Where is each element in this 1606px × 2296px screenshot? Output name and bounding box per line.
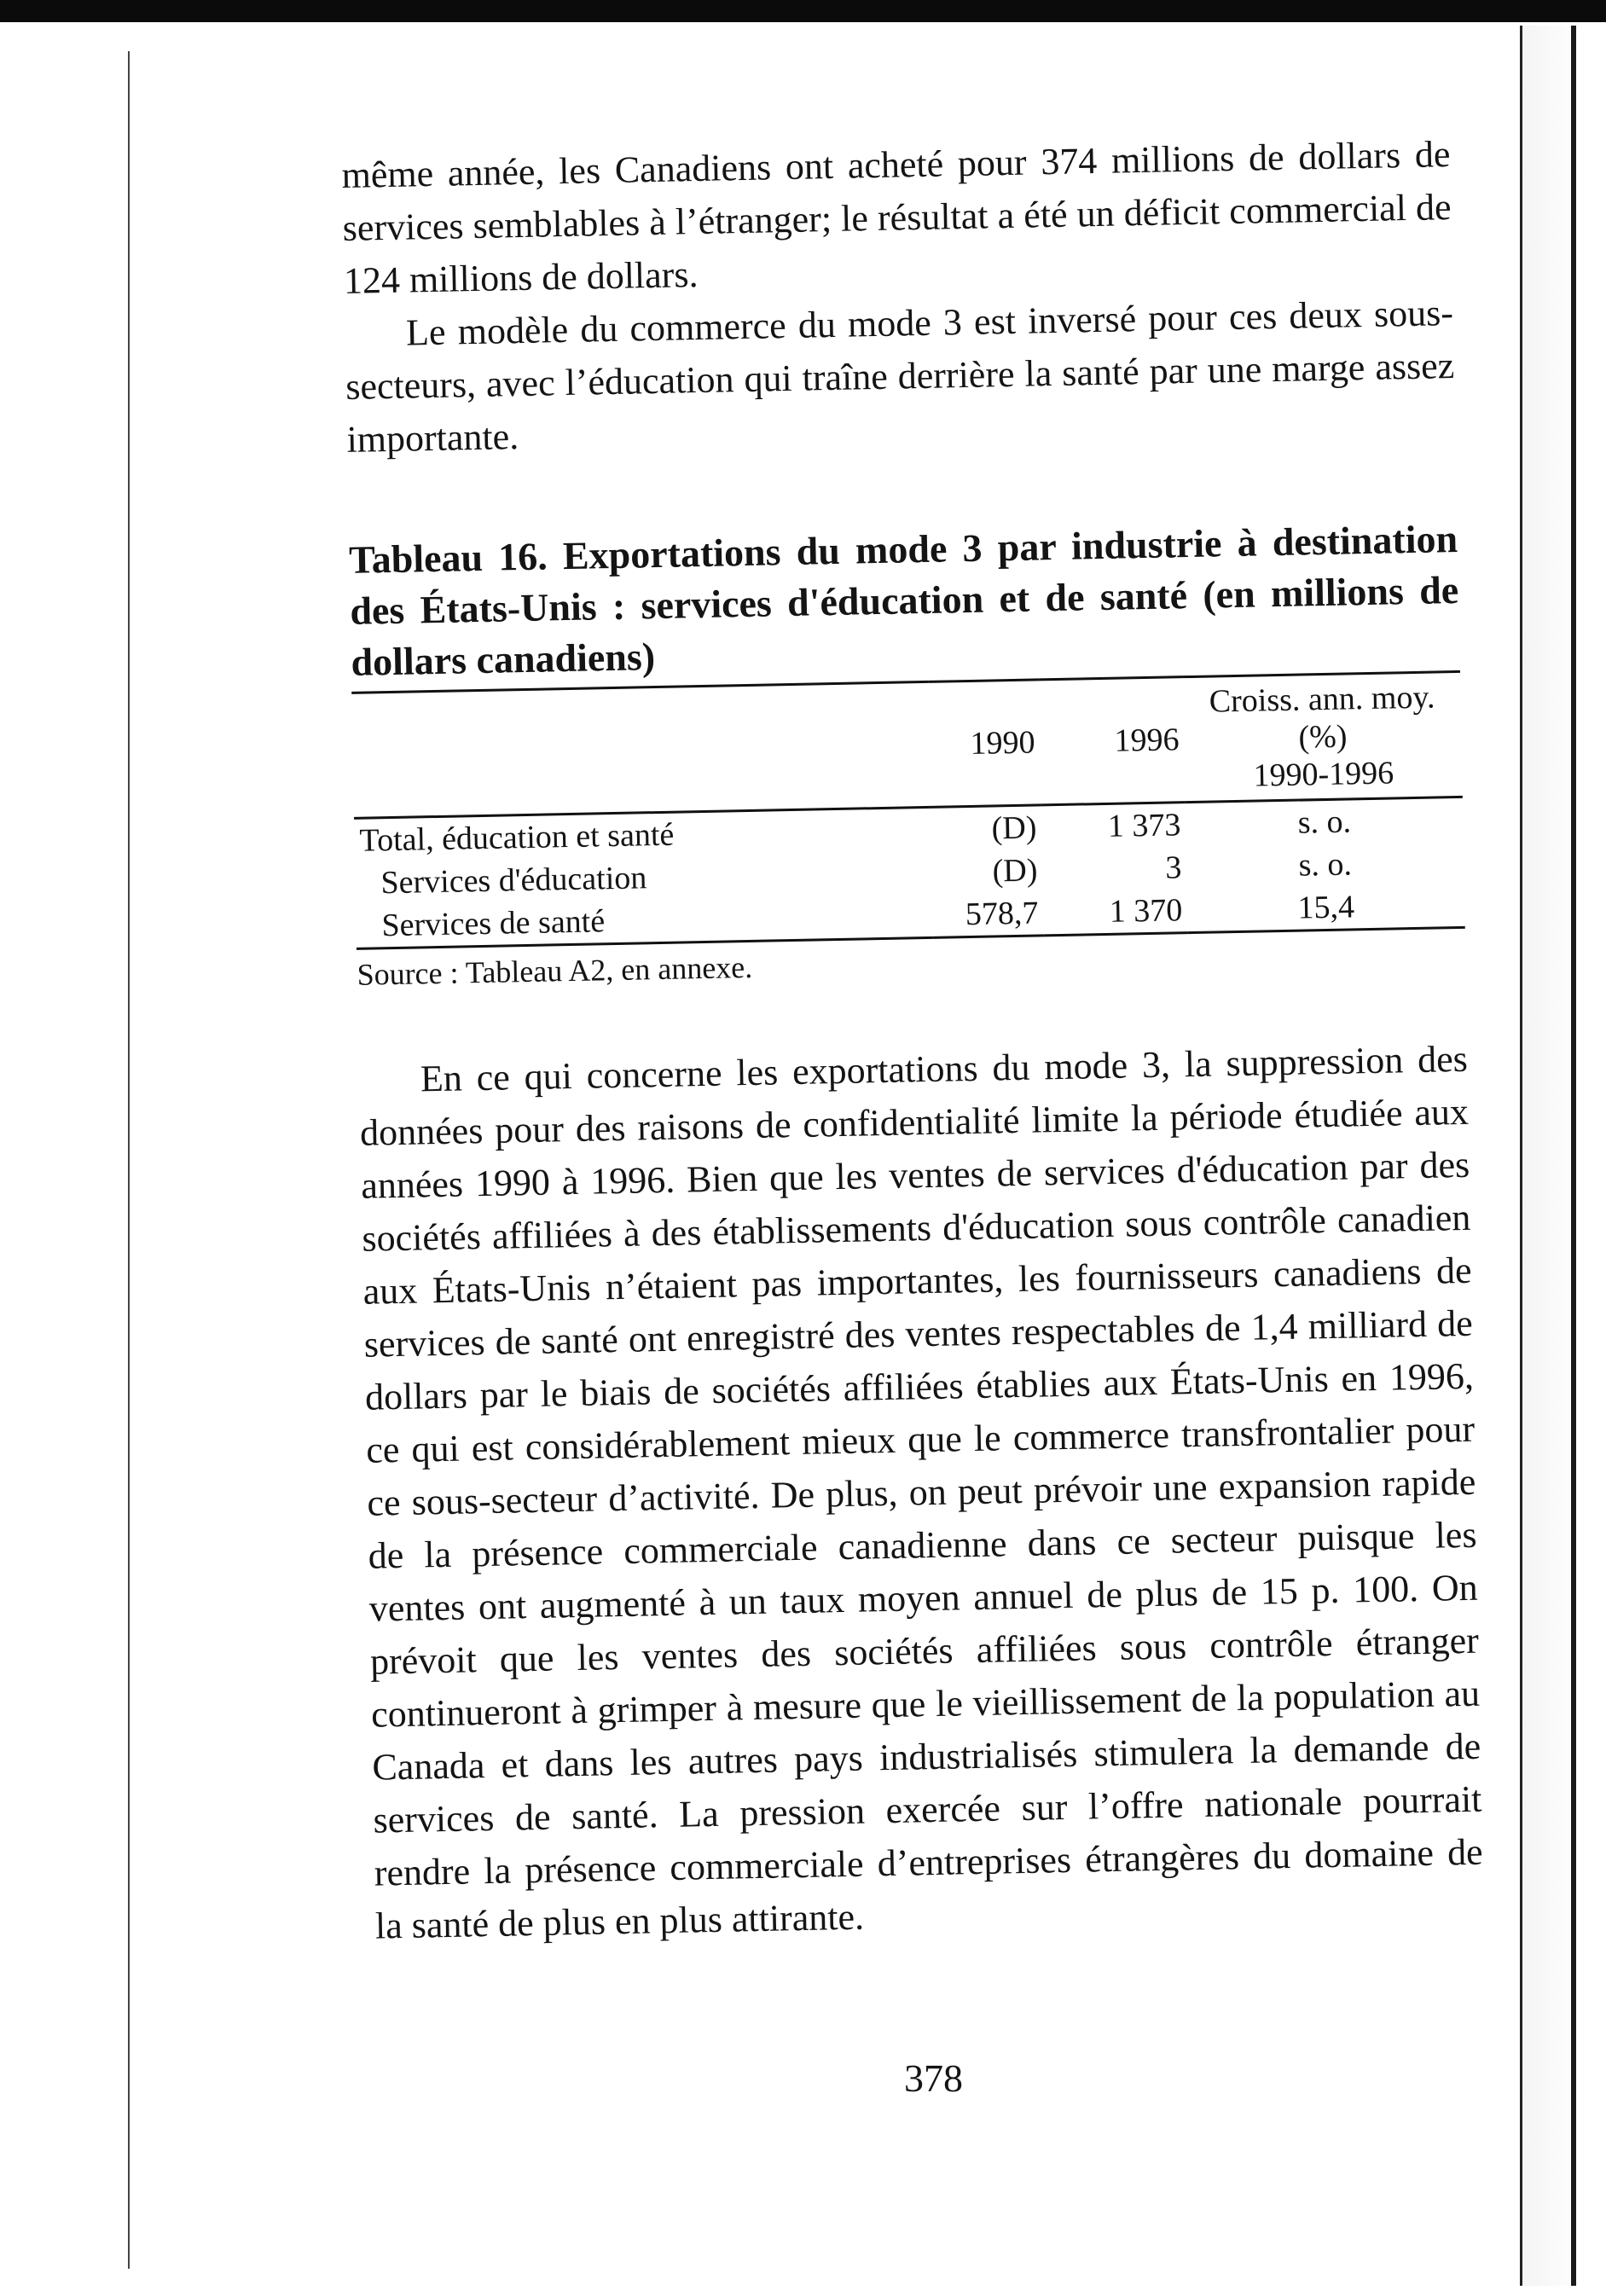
cell-1996: 1 370	[1109, 892, 1183, 930]
book-spine-edge	[1520, 26, 1572, 2286]
row-label: Services d'éducation	[380, 860, 647, 902]
paragraph-exports-mode3: En ce qui concerne les exportations du mode 3, la suppression des données pour des raisons de confidentialité limite la période étudiée aux années 1990 à 1996. Bien que les ventes de services d'éducation par des sociétés affiliées à des établissements d'éducation sous contrôle canadien aux États-Unis n’étaient pas importantes, les fournisseurs canadiens de services de santé ont enregistré des ventes respectables de 1,4 milliard de dollars par le biais de sociétés affiliées établies aux États-Unis en 1996, ce qui est considérablement mieux que le commerce transfrontalier pour ce sous-secteur d’activité. De plus, on peut prévoir une expansion rapide de la présence commerciale canadienne dans ce secteur puisque les ventes ont augmenté à un taux moyen annuel de plus de 15 p. 100. On prévoit que les ventes des sociétés affiliées sous contrôle étranger continueront à grimper à mesure que le vieillissement de la population au Canada et dans les autres pays industrialisés stimulera la demande de services de santé. La pression exercée sur l’offre nationale pourrait rendre la présence commerciale d’entreprises étrangères du domaine de la santé de plus en plus attirante.	[359, 1037, 1484, 1947]
data-table	[351, 670, 1465, 950]
cell-1990: 578,7	[965, 895, 1039, 933]
paragraph-mode3-pattern: Le modèle du commerce du mode 3 est inversé pour ces deux sous-secteurs, avec l’éducation qui traîne derrière la santé par une marge assez importante.	[345, 292, 1455, 461]
table-header-row	[351, 671, 1463, 818]
table-title: Tableau 16. Exportations du mode 3 par industrie à destination des États-Unis : services d'éducation et de santé (en millions de dollars canadiens)	[348, 516, 1459, 684]
cell-growth: s. o.	[1298, 846, 1353, 884]
cell-1996: 1 373	[1107, 807, 1181, 844]
header-growth-line2: 1990-1996	[1253, 755, 1394, 794]
header-blank	[351, 681, 931, 818]
cell-growth: s. o.	[1297, 803, 1352, 841]
header-1996: 1996	[1114, 722, 1180, 759]
cell-1990: (D)	[992, 852, 1038, 890]
paragraph-continued: même année, les Canadiens ont acheté pour 374 millions de dollars de services semblables à l’étranger; le résultat a été un déficit commercial de 124 millions de dollars.	[341, 133, 1452, 302]
table-source: Source : Tableau A2, en annexe.	[357, 949, 753, 992]
row-label: Services de santé	[381, 903, 606, 944]
row-label: Total, éducation et santé	[359, 816, 675, 859]
cell-1990: (D)	[991, 809, 1037, 847]
scan-top-border	[0, 0, 1606, 22]
header-growth	[1183, 671, 1463, 802]
page-number: 378	[904, 2056, 963, 2100]
binding-line	[128, 51, 130, 2269]
header-1990: 1990	[970, 724, 1035, 762]
header-growth-line1: Croiss. ann. moy. (%)	[1209, 679, 1435, 756]
book-spine-shadow	[1571, 26, 1576, 2286]
page-content	[341, 128, 1484, 1953]
cell-growth: 15,4	[1297, 889, 1355, 926]
cell-1996: 3	[1164, 849, 1182, 886]
